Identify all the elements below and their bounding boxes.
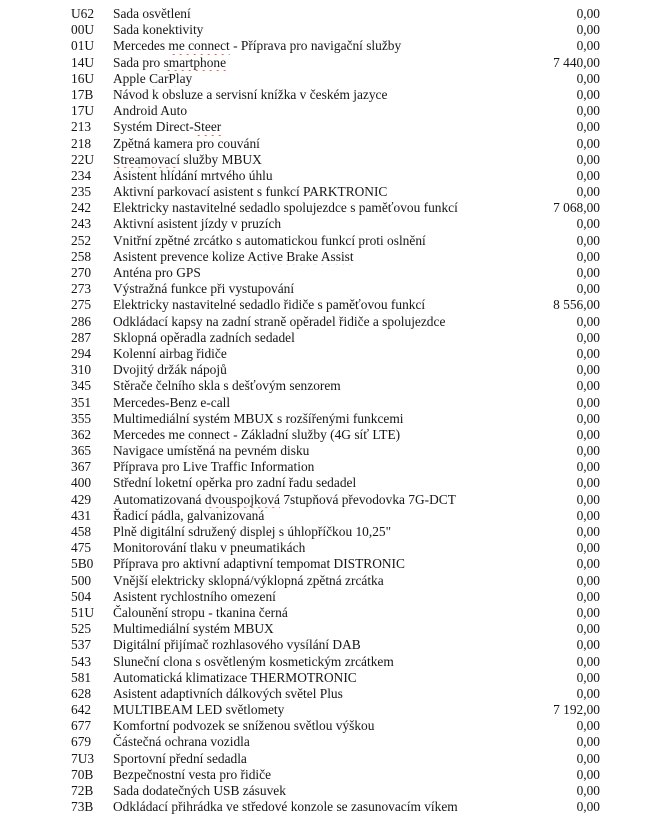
option-code: 365 <box>71 443 92 459</box>
option-row <box>71 475 600 491</box>
option-price: 0,00 <box>576 119 600 135</box>
option-price: 0,00 <box>576 378 600 394</box>
option-price: 0,00 <box>576 135 600 151</box>
option-price: 7 440,00 <box>553 54 600 70</box>
option-code: 234 <box>71 167 92 183</box>
spellcheck-squiggle: Active Brake Assist <box>247 248 354 264</box>
option-description: Apple CarPlay <box>113 70 193 86</box>
option-row <box>71 119 600 135</box>
option-description: Asistent adaptivních dálkových světel Plus <box>113 685 343 701</box>
option-code: 351 <box>71 394 92 410</box>
option-code: 275 <box>71 297 92 313</box>
option-description: Aktivní asistent jízdy v pruzích <box>113 216 282 232</box>
option-code: 642 <box>71 702 92 718</box>
option-code: 243 <box>71 216 92 232</box>
option-row <box>71 395 600 411</box>
option-price: 0,00 <box>576 637 600 653</box>
option-code: 70B <box>71 766 94 782</box>
spellcheck-squiggle: Information <box>250 459 315 475</box>
option-price: 0,00 <box>576 783 600 798</box>
spellcheck-squiggle: Traffic <box>210 459 248 475</box>
option-row <box>71 734 600 750</box>
option-description: Automatická klimatizace THERMOTRONIC <box>113 669 357 685</box>
option-code: 355 <box>71 410 92 426</box>
option-row <box>71 38 600 54</box>
option-code: 242 <box>71 200 92 216</box>
option-code: 677 <box>71 718 92 734</box>
option-description: Řadicí pádla, galvanizovaná <box>113 507 265 523</box>
option-price: 0,00 <box>576 248 600 264</box>
option-description: Odkládací přihrádka ve středové konzole se zasunovacím víkem <box>113 799 458 815</box>
option-price: 0,00 <box>576 410 600 426</box>
option-row <box>71 87 600 103</box>
option-description: Elektricky nastavitelné sedadlo spolujezdce s paměťovou funkcí <box>113 200 458 216</box>
option-row <box>71 184 600 200</box>
option-price: 0,00 <box>576 167 600 183</box>
option-code: 00U <box>71 22 95 38</box>
option-description: Návod k obsluze a servisní knížka v českém jazyce <box>113 86 388 102</box>
spellcheck-squiggle: smartphone <box>163 54 227 70</box>
option-row <box>71 605 600 621</box>
option-price: 0,00 <box>576 572 600 588</box>
option-row <box>71 783 600 799</box>
option-description: Asistent hlídání mrtvého úhlu <box>113 167 273 183</box>
option-price: 0,00 <box>576 540 600 556</box>
option-row <box>71 168 600 184</box>
option-code: 543 <box>71 653 92 669</box>
spellcheck-squiggle: Steer <box>193 119 222 135</box>
option-code: 628 <box>71 685 92 701</box>
option-row <box>71 22 600 38</box>
option-description: Bezpečnostní vesta pro řidiče <box>113 766 272 782</box>
option-row <box>71 136 600 152</box>
option-code: 287 <box>71 329 92 345</box>
option-code: 16U <box>71 70 95 86</box>
option-code: 679 <box>71 734 92 750</box>
option-row <box>71 378 600 394</box>
option-row <box>71 686 600 702</box>
option-price: 0,00 <box>576 232 600 248</box>
option-description: Příprava pro aktivní adaptivní tempomat DISTRONIC <box>113 556 405 572</box>
option-price: 0,00 <box>576 669 600 685</box>
option-description: Částečná ochrana vozidla <box>113 734 250 750</box>
option-price: 7 068,00 <box>553 200 600 216</box>
option-price: 0,00 <box>576 6 600 21</box>
option-description: MULTIBEAM LED světlomety <box>113 702 285 718</box>
option-description: Sluneční clona s osvětleným kosmetickým zrcátkem <box>113 653 394 669</box>
option-row <box>71 152 600 168</box>
option-description: Sada dodatečných USB zásuvek <box>113 783 286 798</box>
option-description: Zpětná kamera pro couvání <box>113 135 260 151</box>
option-row <box>71 492 600 508</box>
option-description: Android Auto <box>113 103 188 119</box>
option-row <box>71 621 600 637</box>
option-price: 0,00 <box>576 426 600 442</box>
option-row <box>71 362 600 378</box>
option-description: Elektricky nastavitelné sedadlo řidiče s paměťovou funkcí <box>113 297 426 313</box>
option-row <box>71 540 600 556</box>
option-description: Mercedes me connect - Základní služby (4G síť LTE) <box>113 426 401 442</box>
option-code: 235 <box>71 184 92 200</box>
option-code: 400 <box>71 475 92 491</box>
option-code: 458 <box>71 524 92 539</box>
option-row <box>71 103 600 119</box>
option-code: 429 <box>71 491 92 507</box>
option-row <box>71 637 600 653</box>
option-description: Systém Direct-Steer <box>113 119 222 135</box>
spellcheck-squiggle: CarPlay <box>149 70 193 86</box>
option-row <box>71 297 600 313</box>
option-row <box>71 443 600 459</box>
option-row <box>71 573 600 589</box>
option-row <box>71 55 600 71</box>
option-description: Sportovní přední sedadla <box>113 750 247 766</box>
option-price: 0,00 <box>576 653 600 669</box>
option-description: Anténa pro GPS <box>113 265 201 280</box>
option-price: 0,00 <box>576 475 600 491</box>
option-row <box>71 346 600 362</box>
option-code: 213 <box>71 119 92 135</box>
option-code: 7U3 <box>71 750 95 766</box>
option-code: 500 <box>71 572 92 588</box>
option-price: 0,00 <box>576 265 600 280</box>
option-price: 0,00 <box>576 604 600 620</box>
option-price: 0,00 <box>576 22 600 38</box>
option-description: Střední loketní opěrka pro zadní řadu sedadel <box>113 475 357 491</box>
option-row <box>71 670 600 686</box>
option-price: 0,00 <box>576 329 600 345</box>
option-price: 0,00 <box>576 86 600 102</box>
spellcheck-squiggle: Streamovací <box>113 151 180 167</box>
option-price: 0,00 <box>576 281 600 297</box>
option-description: Příprava pro Live Traffic Information <box>113 459 315 475</box>
option-description: Navigace umístěná na pevném disku <box>113 443 310 459</box>
option-description: Sklopná opěradla zadních sedadel <box>113 329 295 345</box>
option-row <box>71 427 600 443</box>
option-description: Sada konektivity <box>113 22 204 38</box>
option-description: Vnější elektricky sklopná/výklopná zpětná zrcátka <box>113 572 384 588</box>
option-code: 286 <box>71 313 92 329</box>
option-row <box>71 233 600 249</box>
option-code: 581 <box>71 669 92 685</box>
option-code: 504 <box>71 588 92 604</box>
option-price: 0,00 <box>576 750 600 766</box>
option-description: Odkládací kapsy na zadní straně opěradel řidiče a spolujezdce <box>113 313 446 329</box>
option-code: 367 <box>71 459 92 475</box>
option-description: Multimediální systém MBUX <box>113 621 274 637</box>
option-code: 362 <box>71 426 92 442</box>
option-price: 0,00 <box>576 556 600 572</box>
option-row <box>71 71 600 87</box>
option-row <box>71 314 600 330</box>
option-row <box>71 702 600 718</box>
option-row <box>71 508 600 524</box>
option-description: Sada osvětlení <box>113 6 191 21</box>
option-row <box>71 200 600 216</box>
option-code: 17U <box>71 103 95 119</box>
option-description: Asistent prevence kolize Active Brake Assist <box>113 248 354 264</box>
option-description: Stěrače čelního skla s dešťovým senzorem <box>113 378 341 394</box>
option-price: 0,00 <box>576 38 600 54</box>
option-code: 525 <box>71 621 92 637</box>
option-description: Vnitřní zpětné zrcátko s automatickou funkcí proti oslnění <box>113 232 426 248</box>
spellcheck-squiggle: me connect <box>168 38 230 54</box>
spellcheck-squiggle: me connect <box>168 426 230 442</box>
option-row <box>71 6 600 22</box>
option-description: Streamovací služby MBUX <box>113 151 262 167</box>
option-description: Digitální přijímač rozhlasového vysílání DAB <box>113 637 361 653</box>
option-code: 431 <box>71 507 92 523</box>
option-price: 0,00 <box>576 621 600 637</box>
option-price: 0,00 <box>576 459 600 475</box>
option-price: 0,00 <box>576 685 600 701</box>
option-row <box>71 330 600 346</box>
option-description: Výstražná funkce při vystupování <box>113 281 295 297</box>
option-code: 73B <box>71 799 94 815</box>
option-code: 537 <box>71 637 92 653</box>
option-row <box>71 556 600 572</box>
option-price: 0,00 <box>576 313 600 329</box>
option-code: 14U <box>71 54 95 70</box>
option-price: 0,00 <box>576 588 600 604</box>
option-description: Automatizovaná dvouspojková 7stupňová převodovka 7G-DCT <box>113 491 456 507</box>
option-price: 0,00 <box>576 345 600 361</box>
option-price: 0,00 <box>576 151 600 167</box>
option-price: 0,00 <box>576 491 600 507</box>
option-row <box>71 216 600 232</box>
option-code: 51U <box>71 604 95 620</box>
option-description: Mercedes-Benz e-call <box>113 394 231 410</box>
option-description: Dvojitý držák nápojů <box>113 362 227 378</box>
option-description: Mercedes me connect - Příprava pro navigační služby <box>113 38 402 54</box>
option-price: 0,00 <box>576 443 600 459</box>
option-code: 01U <box>71 38 95 54</box>
option-row <box>71 718 600 734</box>
option-price: 0,00 <box>576 799 600 815</box>
spellcheck-squiggle: dvouspojková <box>204 491 280 507</box>
option-code: 270 <box>71 265 92 280</box>
option-code: U62 <box>71 6 95 21</box>
option-row <box>71 265 600 281</box>
option-price: 0,00 <box>576 184 600 200</box>
option-row <box>71 524 600 540</box>
option-code: 5B0 <box>71 556 94 572</box>
option-row <box>71 281 600 297</box>
option-description: Monitorování tlaku v pneumatikách <box>113 540 306 556</box>
option-description: Čalounění stropu - tkanina černá <box>113 604 288 620</box>
option-description: Asistent rychlostního omezení <box>113 588 276 604</box>
option-code: 345 <box>71 378 92 394</box>
option-description: Plně digitální sdružený displej s úhlopříčkou 10,25" <box>113 524 392 539</box>
option-description: Multimediální systém MBUX s rozšířenými funkcemi <box>113 410 404 426</box>
option-code: 310 <box>71 362 92 378</box>
option-price: 8 556,00 <box>553 297 600 313</box>
option-row <box>71 654 600 670</box>
option-price: 0,00 <box>576 216 600 232</box>
option-row <box>71 799 600 815</box>
option-price: 0,00 <box>576 524 600 539</box>
option-price: 0,00 <box>576 103 600 119</box>
option-description: Kolenní airbag řidiče <box>113 345 227 361</box>
option-code: 258 <box>71 248 92 264</box>
option-price: 7 192,00 <box>553 702 600 718</box>
option-price: 0,00 <box>576 70 600 86</box>
option-price: 0,00 <box>576 718 600 734</box>
option-row <box>71 767 600 783</box>
option-code: 252 <box>71 232 92 248</box>
option-row <box>71 249 600 265</box>
option-row <box>71 459 600 475</box>
option-code: 294 <box>71 345 92 361</box>
option-description: Aktivní parkovací asistent s funkcí PARKTRONIC <box>113 184 388 200</box>
option-price: 0,00 <box>576 394 600 410</box>
option-code: 22U <box>71 151 95 167</box>
option-code: 475 <box>71 540 92 556</box>
option-code: 72B <box>71 783 94 798</box>
option-code: 218 <box>71 135 92 151</box>
option-description: Komfortní podvozek se sníženou světlou výškou <box>113 718 375 734</box>
option-row <box>71 751 600 767</box>
option-row <box>71 589 600 605</box>
option-description: Sada pro smartphone <box>113 54 227 70</box>
option-price: 0,00 <box>576 734 600 750</box>
option-code: 273 <box>71 281 92 297</box>
option-code: 17B <box>71 86 94 102</box>
option-price: 0,00 <box>576 362 600 378</box>
option-price: 0,00 <box>576 766 600 782</box>
option-price: 0,00 <box>576 507 600 523</box>
option-row <box>71 411 600 427</box>
